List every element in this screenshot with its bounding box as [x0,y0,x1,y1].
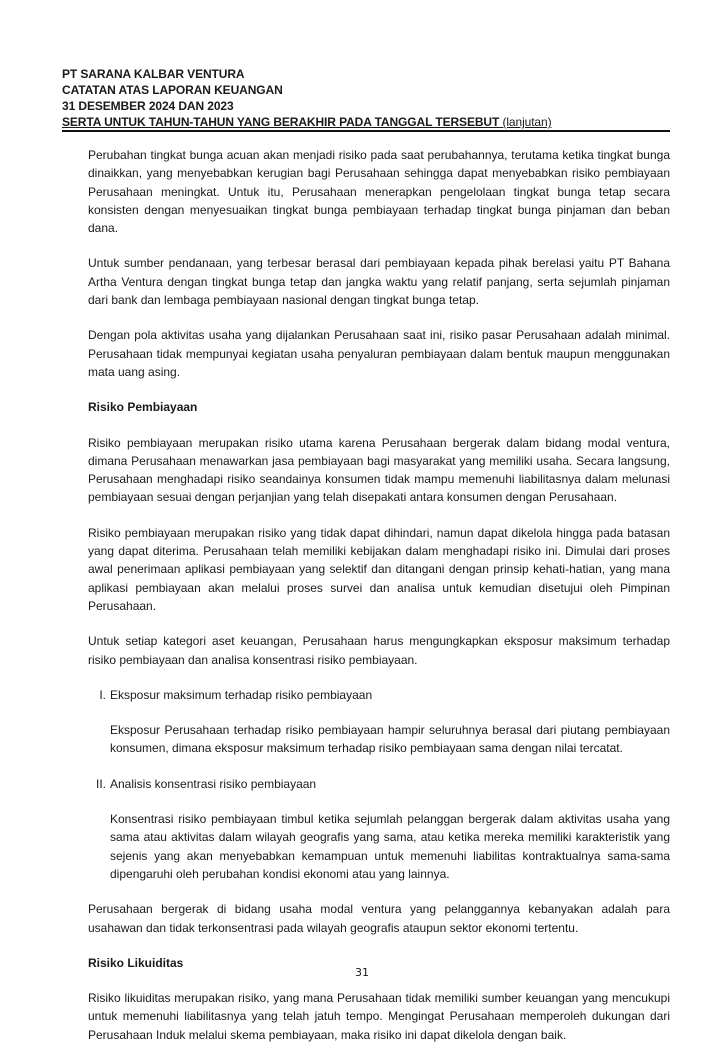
report-period [62,114,670,130]
list-item-title: Analisis konsentrasi risiko pembiayaan [110,776,317,791]
report-title: CATATAN ATAS LAPORAN KEUANGAN [62,83,283,97]
company-name: PT SARANA KALBAR VENTURA [62,67,245,81]
continued-label: (lanjutan) [502,115,552,129]
interest-rate-paragraph: Perubahan tingkat bunga acuan akan menjadi risiko pada saat perubahannya, terutama ketika tingkat bunga dinaikkan, yang menyebabkan kerugian bagi Perusahaan sehingga dapat menyebabkan risiko pembiayaan Perusahaan meningkat. Untuk itu, Perusahaan menerapkan pengelolaan tingkat bunga tetap secara konsisten dengan menyesuaikan tingkat bunga pembiayaan terhadap tingkat bunga pinjaman dan beban dana. [88,148,670,236]
funding-source-paragraph: Untuk sumber pendanaan, yang terbesar berasal dari pembiayaan kepada pihak berelasi yaitu PT Bahana Artha Ventura dengan tingkat bunga tetap dan jangka waktu yang relatif panjang, serta sejumlah pinjaman dari bank dan lembaga pembiayaan nasional dengan tingkat bunga tetap. [88,256,670,308]
liquidity-risk-paragraph: Risiko likuiditas merupakan risiko, yang mana Perusahaan tidak memiliki sumber keuangan yang mencukupi untuk memenuhi liabilitasnya yang telah jatuh tempo. Mengingat Perusahaan memperoleh dukungan dari Perusahaan Induk melalui skema pembiayaan, maka risiko ini dapat dikelola dengan baik. [88,991,670,1042]
document-header [62,66,670,130]
list-number: II. [95,776,106,791]
list-item-concentration-analysis [88,775,670,793]
credit-risk-paragraph-1: Risiko pembiayaan merupakan risiko utama karena Perusahaan bergerak dalam bidang modal ventura, dimana Perusahaan menawarkan jasa pembiayaan bagi masyarakat yang memiliki usaha. Secara langsung, Perusahaan menghadapi risiko seandainya konsumen tidak mampu memenuhi liabilitasnya dalam melunasi pembiayaan sesuai dengan perjanjian yang telah disepakati antara konsumen dengan Perusahaan. [88,435,670,505]
list-item-title: Eksposur maksimum terhadap risiko pembiayaan [110,687,373,702]
section-title-credit-risk: Risiko Pembiayaan [88,400,198,415]
report-date: 31 DESEMBER 2024 DAN 2023 [62,99,234,113]
list-item-max-exposure [88,686,670,704]
section-title-liquidity-risk: Risiko Likuiditas [88,955,184,970]
market-risk-paragraph: Dengan pola aktivitas usaha yang dijalankan Perusahaan saat ini, risiko pasar Perusahaan adalah minimal. Perusahaan tidak mempunyai kegiatan usaha penyaluran pembiayaan dalam bentuk maupun menggunakan mata uang asing. [88,328,670,379]
credit-risk-paragraph-2: Risiko pembiayaan merupakan risiko yang tidak dapat dihindari, namun dapat dikelola hingga pada batasan yang dapat diterima. Perusahaan telah memiliki kebijakan dalam menghadapi risiko ini. Dimulai dari proses awal penerimaan aplikasi pembiayaan yang selektif dan ditangani dengan prinsip kehati-hatian, yang mana aplikasi pembiayaan akan melalui proses survei dan analisa untuk kemudian disetujui oleh Pimpinan Perusahaan. [88,525,670,613]
list-item-body: Konsentrasi risiko pembiayaan timbul ketika sejumlah pelanggan bergerak dalam aktivitas usaha yang sama atau aktivitas dalam wilayah geografis yang sama, atau ketika mereka memiliki karakteristik yang sejenis yang akan menyebabkan kemampuan untuk memenuhi liabilitas kontraktualnya sama-sama dipengaruhi oleh perubahan kondisi ekonomi atau yang lainnya. [110,812,670,881]
header-divider [62,130,670,132]
credit-risk-paragraph-4: Perusahaan bergerak di bidang usaha modal ventura yang pelanggannya kebanyakan adalah para usahawan dan tidak terkonsentrasi pada wilayah geografis ataupun sektor ekonomi tertentu. [88,902,670,935]
document-body [88,146,670,1061]
list-item-body: Eksposur Perusahaan terhadap risiko pembiayaan hampir seluruhnya berasal dari piutang pembiayaan konsumen, dimana eksposur maksimum terhadap risiko pembiayaan sama dengan nilai tercatat. [110,723,670,756]
list-number: I. [99,687,106,702]
credit-risk-paragraph-3: Untuk setiap kategori aset keuangan, Perusahaan harus mengungkapkan eksposur maksimum terhadap risiko pembiayaan dan analisa konsentrasi risiko pembiayaan. [88,634,670,667]
report-period-text: SERTA UNTUK TAHUN-TAHUN YANG BERAKHIR PADA TANGGAL TERSEBUT [62,115,500,129]
page-number: 31 [355,966,369,979]
